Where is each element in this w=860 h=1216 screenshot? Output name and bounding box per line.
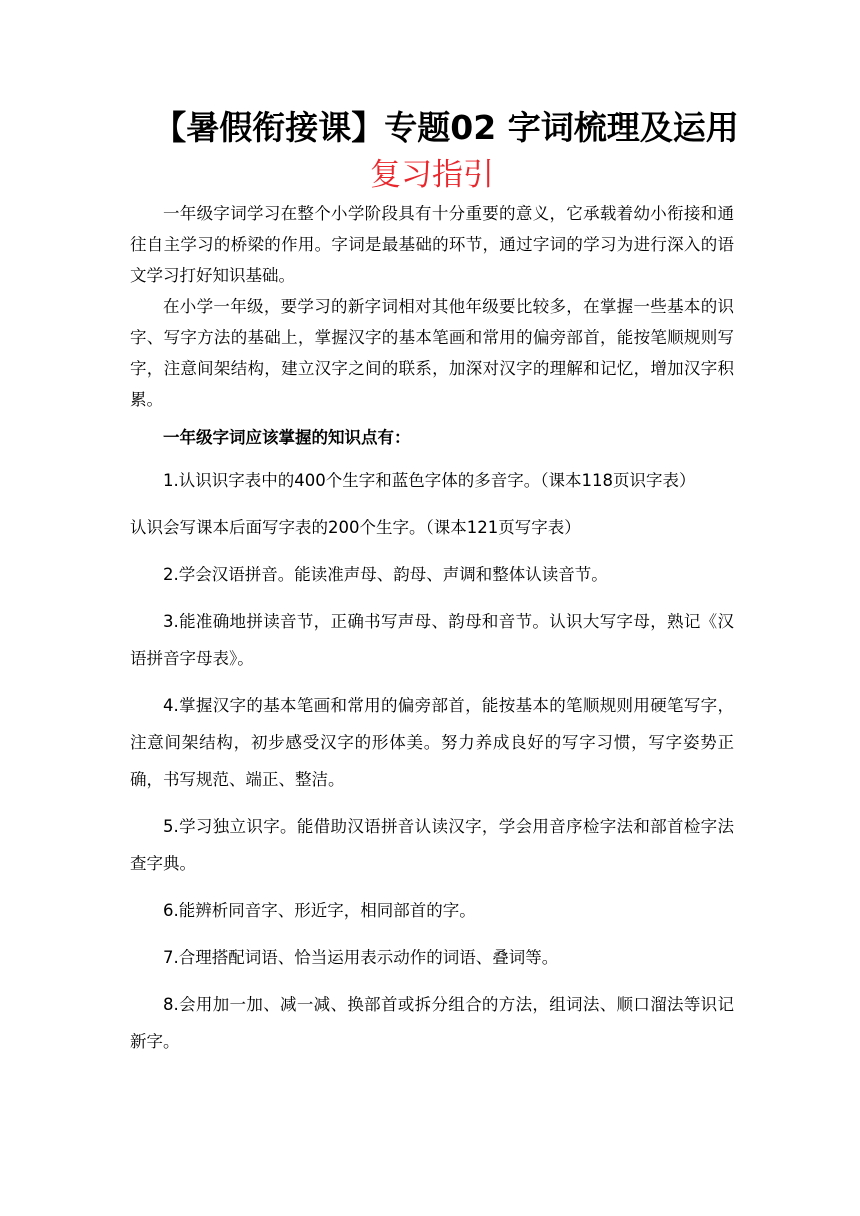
document-subtitle: 复习指引 — [370, 157, 494, 193]
document-body — [130, 198, 734, 1060]
knowledge-item-continuation: 认识会写课本后面写字表的200个生字。（课本121页写字表） — [130, 518, 581, 537]
knowledge-item: 4.掌握汉字的基本笔画和常用的偏旁部首，能按基本的笔顺规则用硬笔写字，注意间架结构，初步感受汉字的形体美。努力养成良好的写字习惯，写字姿势正确，书写规范、端正、整洁。 — [130, 696, 734, 789]
intro-paragraph: 在小学一年级，要学习的新字词相对其他年级要比较多，在掌握一些基本的识字、写字方法的基础上，掌握汉字的基本笔画和常用的偏旁部首，能按笔顺规则写字，注意间架结构，建立汉字之间的联系，加深对汉字的理解和记忆，增加汉字积累。 — [130, 297, 734, 409]
knowledge-item: 3.能准确地拼读音节，正确书写声母、韵母和音节。认识大写字母，熟记《汉语拼音字母表》。 — [130, 612, 734, 668]
knowledge-item: 1.认识识字表中的400个生字和蓝色字体的多音字。（课本118页识字表） — [163, 471, 696, 490]
knowledge-item: 6.能辨析同音字、形近字，相同部首的字。 — [163, 901, 476, 920]
knowledge-item: 7.合理搭配词语、恰当运用表示动作的词语、叠词等。 — [163, 948, 559, 967]
intro-paragraph: 一年级字词学习在整个小学阶段具有十分重要的意义，它承载着幼小衔接和通往自主学习的桥梁的作用。字词是最基础的环节，通过字词的学习为进行深入的语文学习打好知识基础。 — [130, 204, 734, 285]
knowledge-heading: 一年级字词应该掌握的知识点有： — [163, 428, 411, 447]
knowledge-item: 5.学习独立识字。能借助汉语拼音认读汉字，学会用音序检字法和部首检字法查字典。 — [130, 817, 734, 873]
document-title: 【暑假衔接课】专题02 字词梳理及运用 — [153, 108, 739, 147]
knowledge-item: 8.会用加一加、减一减、换部首或拆分组合的方法，组词法、顺口溜法等识记新字。 — [130, 995, 734, 1051]
knowledge-item: 2.学会汉语拼音。能读准声母、韵母、声调和整体认读音节。 — [163, 565, 608, 584]
